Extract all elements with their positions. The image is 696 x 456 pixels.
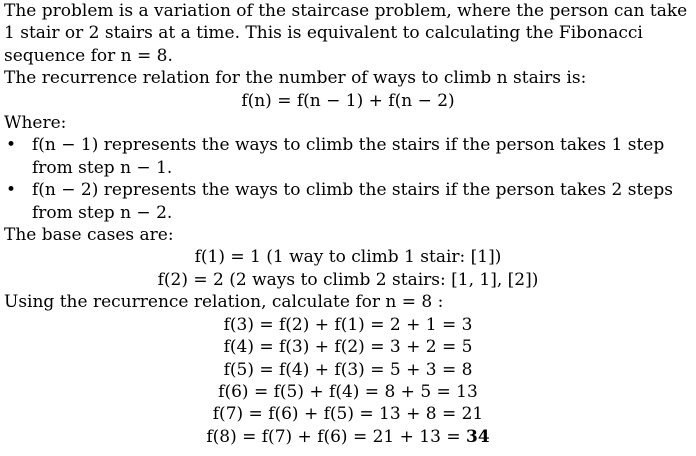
base-case-1: f(1) = 1 (1 way to climb 1 stair: [1]) (194, 247, 502, 268)
recurrence-equation: f(n) = f(n − 1) + f(n − 2) (241, 90, 455, 111)
base-cases-label: The base cases are: (4, 225, 174, 246)
final-answer: 34 (465, 426, 490, 447)
recurrence-intro: The recurrence relation for the number of ways to climb n stairs is: (4, 68, 587, 89)
calc-step: f(3) = f(2) + f(1) = 2 + 1 = 3 (223, 314, 473, 335)
calc-step: f(7) = f(6) + f(5) = 13 + 8 = 21 (212, 404, 484, 425)
solution-document (4, 0, 692, 448)
bullet-text: f(n − 1) represents the ways to climb the stairs if the person takes 1 step from step n − 1. (32, 135, 665, 178)
intro-paragraph: The problem is a variation of the staircase problem, where the person can take 1 stair or 2 stairs at a time. This is equivalent to calculating the Fibonacci sequence for n = 8. (4, 1, 693, 66)
where-label: Where: (4, 113, 67, 134)
calculation-steps (4, 314, 692, 448)
base-case-2: f(2) = 2 (2 ways to climb 2 stairs: [1, 1], [2]) (157, 269, 539, 290)
bullet-text: f(n − 2) represents the ways to climb the stairs if the person takes 2 steps from step n − 2. (32, 180, 673, 223)
bullet-item-2 (4, 179, 692, 224)
calc-step: f(4) = f(3) + f(2) = 3 + 2 = 5 (223, 337, 473, 358)
final-step (4, 426, 692, 448)
calc-step: f(5) = f(4) + f(3) = 5 + 3 = 8 (223, 359, 473, 380)
calculation-label: Using the recurrence relation, calculate for n = 8 : (4, 292, 444, 313)
final-step-prefix: f(8) = f(7) + f(6) = 21 + 13 = (206, 426, 466, 447)
bullet-item-1 (4, 134, 692, 179)
bullet-icon: • (6, 135, 17, 156)
bullet-icon: • (6, 180, 17, 201)
calc-step: f(6) = f(5) + f(4) = 8 + 5 = 13 (218, 381, 478, 402)
